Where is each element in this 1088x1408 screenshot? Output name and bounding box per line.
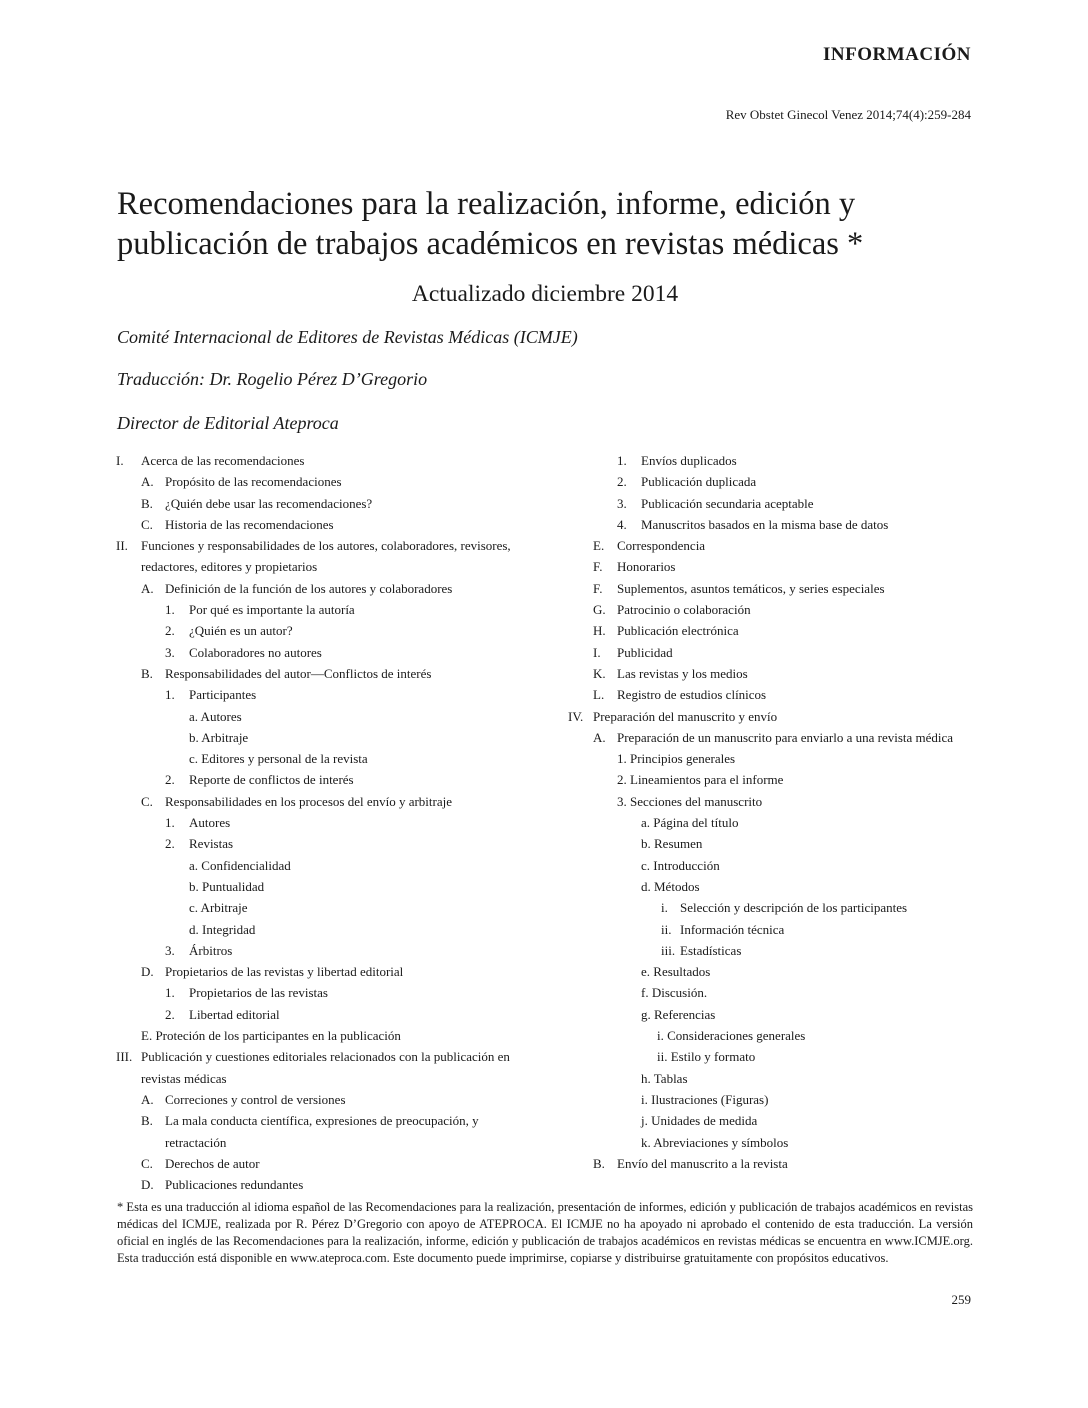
toc-item xyxy=(568,535,978,556)
toc-item-text: Las revistas y los medios xyxy=(617,665,748,681)
toc-item-text: Publicación electrónica xyxy=(617,623,739,639)
toc-item-text: d. Métodos xyxy=(641,878,700,894)
toc-item xyxy=(568,1046,978,1067)
toc-item-text: d. Integridad xyxy=(189,921,256,937)
toc-item xyxy=(116,1153,526,1174)
toc-item-number: 3. xyxy=(165,644,175,660)
toc-item-number: I. xyxy=(116,453,124,468)
toc-item-number: A. xyxy=(141,474,154,490)
toc-item xyxy=(116,855,526,876)
toc-item-text: e. Resultados xyxy=(641,964,711,980)
toc-item-text: Publicación duplicada xyxy=(641,474,757,490)
toc-item xyxy=(568,556,978,577)
toc-item-text: b. Puntualidad xyxy=(189,878,265,894)
toc-item-text: Funciones y responsabilidades de los autores, colaboradores, revisores, redactores, editores y propietarios xyxy=(141,538,511,575)
toc-item-number: A. xyxy=(593,729,606,745)
toc-item-number: B. xyxy=(141,665,153,681)
toc-item-text: b. Resumen xyxy=(641,836,703,852)
toc-item-text: 1. Principios generales xyxy=(617,751,736,767)
toc-item xyxy=(116,940,526,961)
toc-item-text: Envío del manuscrito a la revista xyxy=(617,1155,788,1171)
toc-item-number: E. xyxy=(593,538,605,554)
toc-item-number: 2. xyxy=(165,772,175,788)
toc-item xyxy=(116,514,526,535)
article-title: Recomendaciones para la realización, informe, edición y publicación de trabajos académicos en revistas médicas * xyxy=(117,186,864,262)
toc-item xyxy=(116,1089,526,1110)
toc-item-text: 3. Secciones del manuscrito xyxy=(617,793,763,809)
toc-item-number: A. xyxy=(141,580,154,596)
toc-item-text: ¿Quién debe usar las recomendaciones? xyxy=(165,495,373,511)
toc-item-text: i. Consideraciones generales xyxy=(657,1028,806,1044)
toc-item xyxy=(568,897,978,918)
toc-item xyxy=(568,1004,978,1025)
toc-item-number: C. xyxy=(141,793,153,809)
toc-item xyxy=(568,919,978,940)
toc-item xyxy=(568,471,978,492)
toc-item-number: L. xyxy=(593,687,605,703)
toc-item-number: F. xyxy=(593,559,603,575)
toc-item-text: i. Ilustraciones (Figuras) xyxy=(641,1091,769,1107)
toc-item xyxy=(568,982,978,1003)
toc-item-text: Estadísticas xyxy=(680,942,742,958)
toc-item-text: Libertad editorial xyxy=(189,1006,280,1022)
toc-item-text: 2. Lineamientos para el informe xyxy=(617,772,784,788)
toc-item-number: K. xyxy=(593,665,606,681)
toc-item-text: Publicación secundaria aceptable xyxy=(641,495,814,511)
toc-item-text: ¿Quién es un autor? xyxy=(189,623,293,639)
toc-item-text: Correciones y control de versiones xyxy=(165,1091,346,1107)
toc-item xyxy=(568,1132,978,1153)
page-number: 259 xyxy=(951,1292,971,1307)
toc-item-number: 2. xyxy=(617,474,627,490)
toc-item xyxy=(116,1046,526,1089)
toc-item xyxy=(116,961,526,982)
toc-item xyxy=(116,493,526,514)
toc-item xyxy=(116,642,526,663)
toc-item-number: i. xyxy=(661,900,668,916)
toc-item xyxy=(568,493,978,514)
toc-item-text: Envíos duplicados xyxy=(641,453,737,468)
toc-item-text: Participantes xyxy=(189,687,257,703)
toc-item-text: k. Abreviaciones y símbolos xyxy=(641,1134,789,1150)
toc-item xyxy=(116,578,526,599)
toc-item-text: Publicación y cuestiones editoriales relacionados con la publicación en revistas médicas xyxy=(141,1049,510,1086)
toc-item-number: B. xyxy=(141,1113,153,1129)
toc-item-text: a. Confidencialidad xyxy=(189,857,291,873)
toc-item-number: II. xyxy=(116,538,128,554)
toc-item-text: g. Referencias xyxy=(641,1006,716,1022)
toc-item-text: Acerca de las recomendaciones xyxy=(141,453,305,468)
toc-item-number: 2. xyxy=(165,836,175,852)
toc-item-text: Preparación de un manuscrito para enviarlo a una revista médica xyxy=(617,729,954,745)
toc-item xyxy=(116,812,526,833)
journal-citation: Rev Obstet Ginecol Venez 2014;74(4):259-284 xyxy=(725,107,971,122)
toc-item-text: Publicaciones redundantes xyxy=(165,1177,304,1193)
toc-item xyxy=(568,833,978,854)
toc-item xyxy=(116,706,526,727)
toc-item xyxy=(568,876,978,897)
toc-item-number: ii. xyxy=(661,921,672,937)
toc-item xyxy=(568,1025,978,1046)
toc-item xyxy=(568,769,978,790)
toc-item-number: 1. xyxy=(165,815,175,831)
toc-item-text: Definición de la función de los autores y colaboradores xyxy=(165,580,453,596)
section-label: INFORMACIÓN xyxy=(823,44,971,65)
toc-item xyxy=(568,1089,978,1110)
toc-item xyxy=(116,471,526,492)
toc-item xyxy=(568,1110,978,1131)
toc-item-number: D. xyxy=(141,964,154,980)
toc-item-number: 1. xyxy=(165,985,175,1001)
toc-item-text: Por qué es importante la autoría xyxy=(189,602,355,618)
toc-item xyxy=(568,961,978,982)
toc-item-text: f. Discusión. xyxy=(641,985,708,1001)
toc-item-text: a. Autores xyxy=(189,708,242,724)
toc-item-text: ii. Estilo y formato xyxy=(657,1049,756,1065)
toc-item-number: 1. xyxy=(165,687,175,703)
toc-item-text: a. Página del título xyxy=(641,815,739,831)
toc-item xyxy=(116,982,526,1003)
toc-item-text: Publicidad xyxy=(617,644,673,660)
toc-item-number: 4. xyxy=(617,516,627,532)
toc-item-number: 3. xyxy=(165,942,175,958)
toc-item xyxy=(116,876,526,897)
toc-item-text: Propietarios de las revistas y libertad editorial xyxy=(165,964,404,980)
toc-item-text: Reporte de conflictos de interés xyxy=(189,772,354,788)
toc-item-text: Preparación del manuscrito y envío xyxy=(593,708,778,724)
toc-item-text: Propósito de las recomendaciones xyxy=(165,474,342,490)
toc-item-number: C. xyxy=(141,1155,153,1171)
article-updated-date: Actualizado diciembre 2014 xyxy=(411,281,679,307)
toc-item-number: 1. xyxy=(165,602,175,618)
toc-item xyxy=(568,706,978,727)
toc-item xyxy=(116,833,526,854)
toc-item xyxy=(568,599,978,620)
toc-item xyxy=(568,620,978,641)
toc-item xyxy=(568,514,978,535)
toc-item-text: c. Editores y personal de la revista xyxy=(189,751,368,767)
toc-item xyxy=(568,578,978,599)
toc-item-text: Información técnica xyxy=(680,921,785,937)
toc-item-text: c. Introducción xyxy=(641,857,720,873)
toc-item xyxy=(116,748,526,769)
article-director: Director de Editorial Ateproca xyxy=(117,413,339,433)
toc-item xyxy=(568,812,978,833)
toc-item xyxy=(116,684,526,705)
toc-item-text: Selección y descripción de los participantes xyxy=(680,900,908,916)
toc-item-number: B. xyxy=(593,1155,605,1171)
toc-item xyxy=(116,620,526,641)
toc-item-number: D. xyxy=(141,1177,154,1193)
toc-item-text: c. Arbitraje xyxy=(189,900,248,916)
toc-item-text: Propietarios de las revistas xyxy=(189,985,328,1001)
toc-item xyxy=(116,450,526,471)
toc-item-text: Responsabilidades del autor—Conflictos de interés xyxy=(165,665,432,681)
toc-item xyxy=(568,450,978,471)
toc-item-text: j. Unidades de medida xyxy=(641,1113,758,1129)
article-committee: Comité Internacional de Editores de Revistas Médicas (ICMJE) xyxy=(117,327,578,347)
toc-item xyxy=(116,769,526,790)
toc-item-text: Árbitros xyxy=(189,942,233,958)
toc-item xyxy=(116,535,526,578)
toc-item-text: Historia de las recomendaciones xyxy=(165,516,334,532)
toc-item-text: Correspondencia xyxy=(617,538,706,554)
toc-item xyxy=(568,855,978,876)
toc-item-number: IV. xyxy=(568,708,584,724)
toc-item-text: Revistas xyxy=(189,836,234,852)
toc-item-text: h. Tablas xyxy=(641,1070,688,1086)
toc-item xyxy=(116,791,526,812)
toc-item xyxy=(568,791,978,812)
toc-item-text: Suplementos, asuntos temáticos, y series especiales xyxy=(617,580,885,596)
toc-item-text: b. Arbitraje xyxy=(189,729,249,745)
toc-item-text: Autores xyxy=(189,815,231,831)
toc-item xyxy=(568,1153,978,1174)
article-translator: Traducción: Dr. Rogelio Pérez D’Gregorio xyxy=(117,369,428,389)
toc-item-number: 3. xyxy=(617,495,627,511)
toc-item xyxy=(116,1174,526,1195)
toc-item-number: iii. xyxy=(661,942,676,958)
toc-left-column xyxy=(116,450,526,1195)
toc-item xyxy=(116,1110,526,1153)
translation-footnote: * Esta es una traducción al idioma español de las Recomendaciones para la realización, presentación de informes, edición y publicación de trabajos académicos en revistas médicas del ICMJE, realizada por R. Pérez D’Gregorio con apoyo de ATEPROCA. El ICMJE no ha apoyado ni aprobado el contenido de esta traducción. La versión oficial en inglés de las Recomendaciones para la realización, informe, edición y publicación de trabajos académicos en revistas médicas se encuentra en www.ICMJE.org. Esta traducción está disponible en www.ateproca.com. Este documento puede imprimirse, copiarse y distribuirse gratuitamente con propósitos educativos. xyxy=(117,1200,973,1265)
toc-item-number: I. xyxy=(593,644,601,660)
toc-item xyxy=(568,727,978,748)
toc-item-text: Responsabilidades en los procesos del envío y arbitraje xyxy=(165,793,453,809)
toc-item-number: C. xyxy=(141,516,153,532)
toc-item-number: G. xyxy=(593,602,606,618)
toc-item-number: 2. xyxy=(165,1006,175,1022)
toc-item xyxy=(116,919,526,940)
toc-item-text: Honorarios xyxy=(617,559,676,575)
toc-item-number: A. xyxy=(141,1091,154,1107)
toc-item xyxy=(116,1004,526,1025)
toc-item xyxy=(568,1068,978,1089)
toc-item xyxy=(568,684,978,705)
toc-item-number: III. xyxy=(116,1049,133,1065)
toc-item-number: 1. xyxy=(617,453,627,468)
toc-item-number: 2. xyxy=(165,623,175,639)
toc-item-text: Colaboradores no autores xyxy=(189,644,322,660)
toc-item-text: Patrocinio o colaboración xyxy=(617,602,751,618)
toc-item xyxy=(116,599,526,620)
toc-right-column xyxy=(568,450,978,1174)
toc-item-number: H. xyxy=(593,623,606,639)
toc-item xyxy=(116,897,526,918)
toc-item xyxy=(568,642,978,663)
toc-item xyxy=(568,940,978,961)
toc-item-text: Derechos de autor xyxy=(165,1155,260,1171)
toc-item xyxy=(116,663,526,684)
toc-item xyxy=(568,663,978,684)
toc-item xyxy=(116,1025,526,1046)
toc-item-number: F. xyxy=(593,580,603,596)
toc-item-text: E. Proteción de los participantes en la publicación xyxy=(141,1028,401,1044)
toc-item-text: Manuscritos basados en la misma base de datos xyxy=(641,516,889,532)
toc-item-text: La mala conducta científica, expresiones de preocupación, y retractación xyxy=(165,1113,479,1150)
toc-item-number: B. xyxy=(141,495,153,511)
toc-item xyxy=(568,748,978,769)
toc-item-text: Registro de estudios clínicos xyxy=(617,687,767,703)
toc-item xyxy=(116,727,526,748)
